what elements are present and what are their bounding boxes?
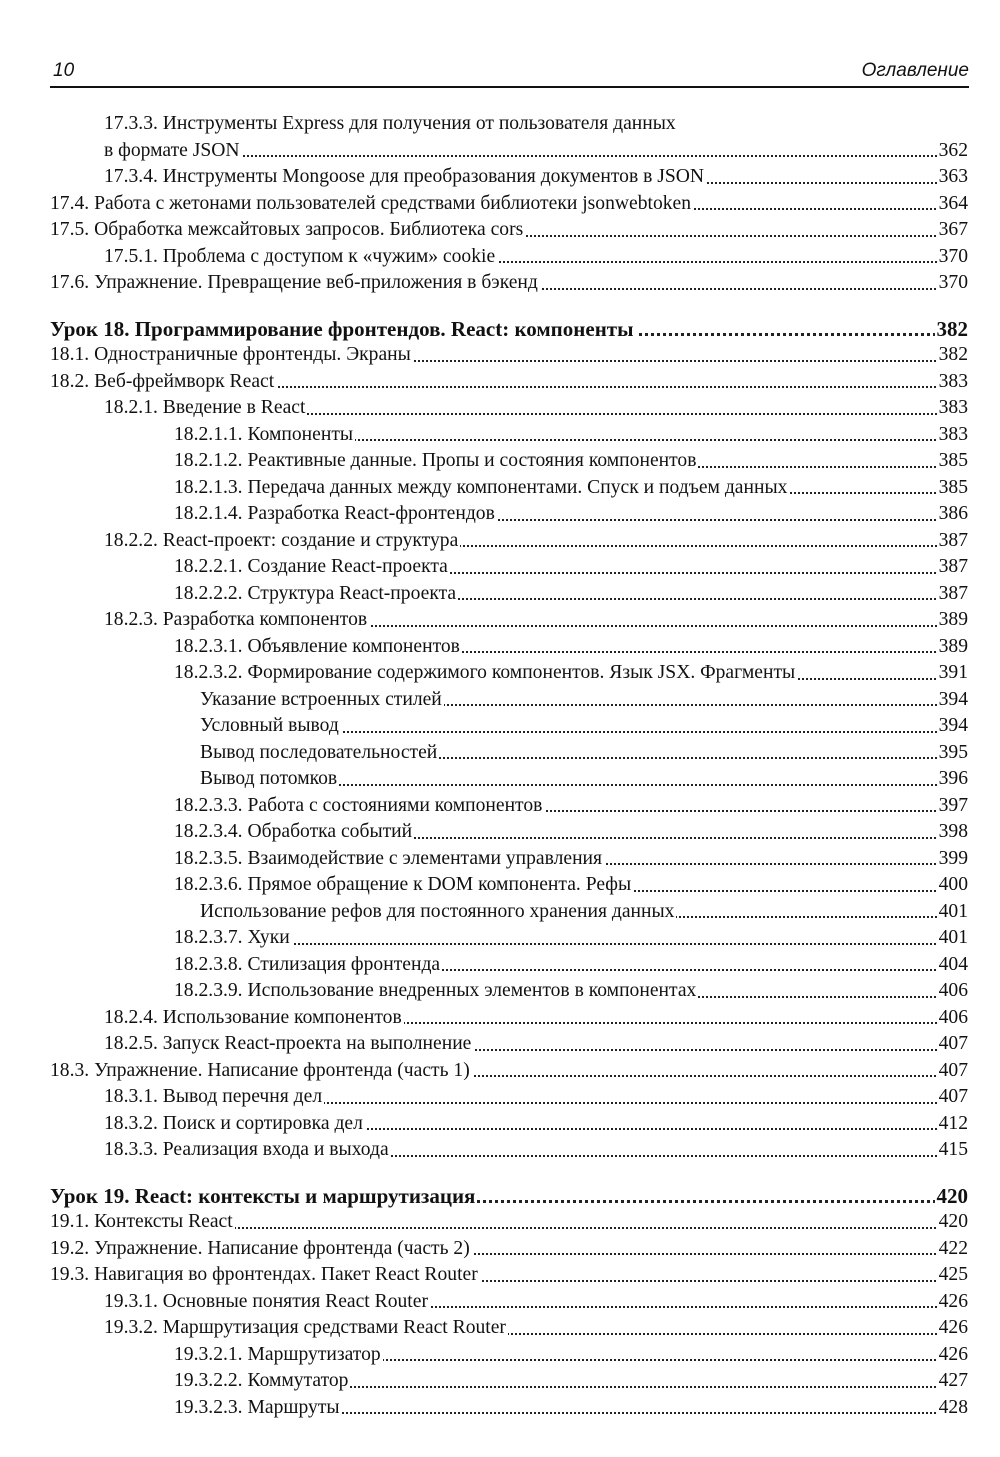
toc-entry-title: 18.2.1.4. Разработка React-фронтендов [174, 501, 497, 528]
toc-entry-title: 18.2.1.3. Передача данных между компонентами. Спуск и подъем данных [174, 475, 789, 502]
toc-page-number: 387 [937, 528, 968, 555]
toc-entry [50, 1111, 968, 1138]
toc-page-number: 370 [937, 270, 968, 297]
toc-page-number: 415 [937, 1137, 968, 1164]
toc-page-number: 401 [937, 925, 968, 952]
toc-page-number: 397 [937, 793, 968, 820]
toc-entry-title: 19.3.2.3. Маршруты [174, 1395, 342, 1422]
toc-page-number: 383 [937, 422, 968, 449]
toc-page-number: 412 [937, 1111, 968, 1138]
toc-page-number: 425 [937, 1262, 968, 1289]
toc-entry-title: 18.2.3.4. Обработка событий [174, 819, 414, 846]
toc-entry [50, 634, 968, 661]
toc-entry-title: 18.2.1. Введение в React [104, 395, 307, 422]
toc-page-number: 382 [937, 342, 968, 369]
table-of-contents [50, 111, 968, 1421]
toc-page-number: 386 [937, 501, 968, 528]
toc-page-number: 399 [937, 846, 968, 873]
toc-entry-title: 18.3. Упражнение. Написание фронтенда (часть 1) [50, 1058, 472, 1085]
toc-entry [50, 1368, 968, 1395]
toc-page-number: 367 [937, 217, 968, 244]
toc-entry [50, 846, 968, 873]
toc-entry-title: 18.2.3.6. Прямое обращение к DOM компонента. Рефы [174, 872, 633, 899]
toc-page-number: 407 [937, 1058, 968, 1085]
toc-entry-title: 18.2.1.1. Компоненты [174, 422, 355, 449]
toc-page-number: 383 [937, 395, 968, 422]
toc-page-number: 428 [937, 1395, 968, 1422]
toc-entry-title: Вывод потомков [200, 766, 339, 793]
toc-entry [50, 978, 968, 1005]
toc-entry-title: 19.1. Контексты React [50, 1209, 235, 1236]
toc-entry-title: 18.2.3. Разработка компонентов [104, 607, 369, 634]
toc-page-number: 426 [937, 1342, 968, 1369]
toc-page-number: 363 [937, 164, 968, 191]
toc-entry-title: 18.3.3. Реализация входа и выхода [104, 1137, 391, 1164]
toc-entry-title: Условный вывод [200, 713, 341, 740]
toc-entry-title: 17.5.1. Проблема с доступом к «чужим» cookie [104, 244, 497, 271]
toc-entry [50, 342, 968, 369]
toc-entry-title: 18.2.1.2. Реактивные данные. Пропы и состояния компонентов [174, 448, 698, 475]
toc-entry-title: 18.2.3.8. Стилизация фронтенда [174, 952, 442, 979]
toc-entry [50, 687, 968, 714]
toc-entry-title: 18.1. Одностраничные фронтенды. Экраны [50, 342, 413, 369]
toc-entry-title: 18.3.1. Вывод перечня дел [104, 1084, 324, 1111]
toc-page-number: 400 [937, 872, 968, 899]
toc-entry [50, 422, 968, 449]
toc-page-number: 426 [937, 1315, 968, 1342]
toc-entry [50, 872, 968, 899]
toc-chapter-entry [50, 316, 968, 343]
toc-page-number: 394 [937, 687, 968, 714]
toc-entry-title: 19.3.2.2. Коммутатор [174, 1368, 350, 1395]
toc-entry [50, 1315, 968, 1342]
toc-entry [50, 554, 968, 581]
toc-page-number: 385 [937, 448, 968, 475]
toc-entry-title: 18.2.2.2. Структура React-проекта [174, 581, 458, 608]
toc-entry [50, 1236, 968, 1263]
toc-page-number: 401 [937, 899, 968, 926]
toc-page-number: 404 [937, 952, 968, 979]
toc-entry [50, 581, 968, 608]
toc-entry-title: 19.3.1. Основные понятия React Router [104, 1289, 430, 1316]
dot-leader [174, 943, 968, 945]
toc-entry [50, 952, 968, 979]
toc-entry [50, 217, 968, 244]
toc-entry-title: 17.3.3. Инструменты Express для получения от пользователя данных [104, 111, 678, 138]
toc-page-number: 420 [936, 1183, 968, 1208]
toc-entry [50, 501, 968, 528]
toc-page-number: 387 [937, 554, 968, 581]
toc-entry [50, 528, 968, 555]
toc-entry-title: 18.2.3.9. Использование внедренных элементов в компонентах [174, 978, 698, 1005]
toc-entry [50, 766, 968, 793]
toc-entry [50, 899, 968, 926]
toc-entry-title: 18.2.2. React-проект: создание и структура [104, 528, 460, 555]
toc-entry-title: 17.4. Работа с жетонами пользователей средствами библиотеки jsonwebtoken [50, 191, 693, 218]
toc-entry [50, 793, 968, 820]
toc-entry [50, 1031, 968, 1058]
toc-entry-title: в формате JSON [104, 138, 242, 165]
toc-page-number: 387 [937, 581, 968, 608]
toc-entry-title: 19.3. Навигация во фронтендах. Пакет React Router [50, 1262, 480, 1289]
toc-entry-title: 18.2.5. Запуск React-проекта на выполнение [104, 1031, 473, 1058]
toc-entry-title: 18.2.3.1. Объявление компонентов [174, 634, 462, 661]
toc-entry [50, 191, 968, 218]
toc-entry-title: 19.3.2.1. Маршрутизатор [174, 1342, 383, 1369]
toc-page-number: 370 [937, 244, 968, 271]
toc-entry [50, 448, 968, 475]
toc-entry-title: 17.5. Обработка межсайтовых запросов. Библиотека cors [50, 217, 525, 244]
toc-entry [50, 1262, 968, 1289]
toc-entry-title: 18.2.3.5. Взаимодействие с элементами управления [174, 846, 604, 873]
toc-page-number: 391 [937, 660, 968, 687]
toc-page-number: 420 [937, 1209, 968, 1236]
toc-entry-title: Использование рефов для постоянного хранения данных [200, 899, 676, 926]
toc-entry [50, 138, 968, 165]
toc-entry [50, 1005, 968, 1032]
toc-entry [50, 1209, 968, 1236]
toc-entry-title: Вывод последовательностей [200, 740, 439, 767]
toc-entry [50, 713, 968, 740]
toc-entry-title: 17.3.4. Инструменты Mongoose для преобразования документов в JSON [104, 164, 706, 191]
toc-entry [50, 164, 968, 191]
toc-entry [50, 475, 968, 502]
toc-chapter-entry [50, 1183, 968, 1210]
toc-entry-title: 19.2. Упражнение. Написание фронтенда (часть 2) [50, 1236, 472, 1263]
toc-entry-title: Указание встроенных стилей [200, 687, 444, 714]
toc-entry [50, 1058, 968, 1085]
toc-entry [50, 819, 968, 846]
toc-entry [50, 660, 968, 687]
toc-entry [50, 740, 968, 767]
toc-page-number: 426 [937, 1289, 968, 1316]
toc-page-number: 406 [937, 1005, 968, 1032]
toc-entry-title: 18.2.3.3. Работа с состояниями компонентов [174, 793, 544, 820]
toc-entry [50, 1084, 968, 1111]
toc-entry [50, 111, 968, 138]
toc-entry [50, 270, 968, 297]
running-title: Оглавление [861, 60, 969, 81]
toc-page-number: 395 [937, 740, 968, 767]
toc-entry [50, 1342, 968, 1369]
toc-entry-title: 17.6. Упражнение. Превращение веб-приложения в бэкенд [50, 270, 540, 297]
toc-page-number: 383 [937, 369, 968, 396]
toc-entry-title: 18.2. Веб-фреймворк React [50, 369, 276, 396]
toc-page-number: 396 [937, 766, 968, 793]
toc-page-number: 385 [937, 475, 968, 502]
toc-page-number: 394 [937, 713, 968, 740]
toc-entry [50, 1395, 968, 1422]
toc-page-number: 398 [937, 819, 968, 846]
page-number: 10 [53, 60, 75, 81]
toc-entry [50, 244, 968, 271]
toc-page-number: 389 [937, 634, 968, 661]
toc-page-number: 382 [936, 316, 968, 341]
toc-page-number: 407 [937, 1084, 968, 1111]
toc-entry-title: 18.2.4. Использование компонентов [104, 1005, 404, 1032]
toc-entry [50, 369, 968, 396]
toc-entry-title: 18.3.2. Поиск и сортировка дел [104, 1111, 365, 1138]
toc-page-number: 407 [937, 1031, 968, 1058]
toc-entry-title: 18.2.3.2. Формирование содержимого компонентов. Язык JSX. Фрагменты [174, 660, 797, 687]
toc-entry [50, 607, 968, 634]
running-header [50, 58, 969, 88]
toc-entry-title: Урок 19. React: контексты и маршрутизация [50, 1183, 476, 1208]
toc-entry-title: 18.2.2.1. Создание React-проекта [174, 554, 450, 581]
toc-entry [50, 925, 968, 952]
toc-entry-title: 19.3.2. Маршрутизация средствами React Router [104, 1315, 508, 1342]
toc-entry [50, 1137, 968, 1164]
toc-entry-title: Урок 18. Программирование фронтендов. React: компоненты [50, 316, 634, 341]
toc-entry [50, 395, 968, 422]
toc-page-number: 427 [937, 1368, 968, 1395]
toc-page-number: 422 [937, 1236, 968, 1263]
toc-page-number: 362 [937, 138, 968, 165]
toc-entry [50, 1289, 968, 1316]
toc-page-number: 389 [937, 607, 968, 634]
toc-page-number: 364 [937, 191, 968, 218]
toc-entry-title: 18.2.3.7. Хуки [174, 925, 292, 952]
toc-page-number: 406 [937, 978, 968, 1005]
